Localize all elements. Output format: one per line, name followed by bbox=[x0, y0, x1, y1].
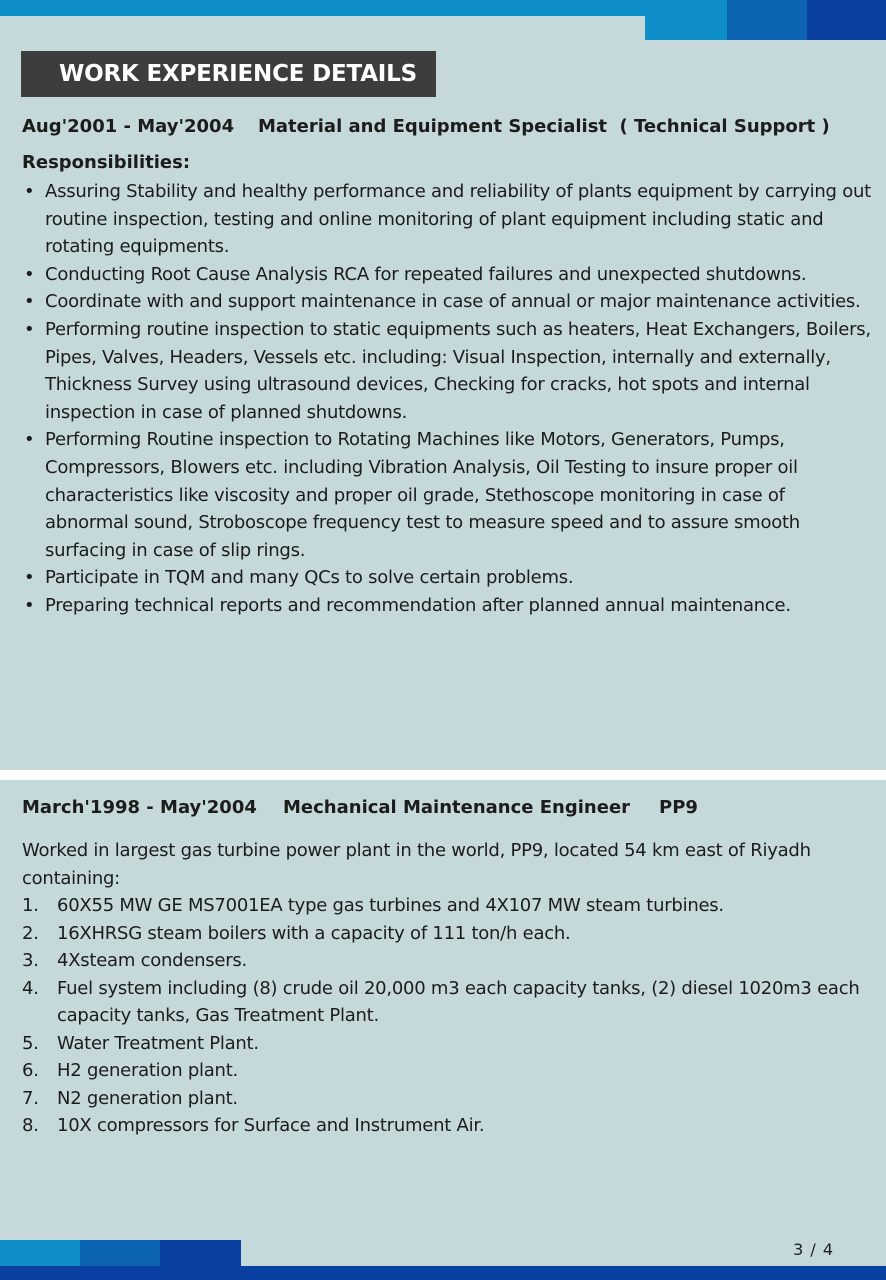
top-accent-block-medium bbox=[727, 0, 807, 40]
top-accent-block-light bbox=[645, 0, 727, 40]
job2-heading bbox=[22, 795, 698, 821]
job2-dates: March'1998 - May'2004 bbox=[22, 797, 257, 818]
list-item: • Participate in TQM and many QCs to solve certain problems. bbox=[22, 564, 872, 592]
list-item bbox=[22, 1030, 872, 1058]
list-text: Water Treatment Plant. bbox=[57, 1032, 259, 1054]
responsibilities-list bbox=[22, 178, 872, 620]
list-number: 7. bbox=[22, 1087, 39, 1109]
list-item: • Preparing technical reports and recommendation after planned annual maintenance. bbox=[22, 592, 872, 620]
page-number: 3 / 4 bbox=[793, 1240, 834, 1259]
list-item bbox=[22, 975, 872, 1030]
top-decorative-bar bbox=[0, 0, 886, 40]
job2-intro: Worked in largest gas turbine power plant in the world, PP9, located 54 km east of Riyadh containing: bbox=[22, 840, 811, 889]
list-text: 60X55 MW GE MS7001EA type gas turbines and 4X107 MW steam turbines. bbox=[57, 895, 724, 916]
list-item bbox=[22, 1057, 872, 1085]
list-item: • Assuring Stability and healthy performance and reliability of plants equipment by carrying out routine inspection, testing and online monitoring of plant equipment including static and rotating equipments. bbox=[22, 178, 872, 261]
job1-dates: Aug'2001 - May'2004 bbox=[22, 116, 235, 137]
list-text: H2 generation plant. bbox=[57, 1060, 238, 1081]
list-number: 3. bbox=[22, 950, 39, 971]
list-number: 6. bbox=[22, 1060, 39, 1081]
job2-title: Mechanical Maintenance Engineer bbox=[283, 797, 631, 818]
list-item: • Conducting Root Cause Analysis RCA for repeated failures and unexpected shutdowns. bbox=[22, 261, 872, 289]
job1-title: Material and Equipment Specialist ( Technical Support ) bbox=[258, 116, 830, 137]
list-text: N2 generation plant. bbox=[57, 1087, 238, 1109]
responsibilities-label: Responsibilities: bbox=[22, 152, 191, 173]
list-text: Fuel system including (8) crude oil 20,000 m3 each capacity tanks, (2) diesel 1020m3 each capacity tanks, Gas Treatment Plant. bbox=[57, 977, 860, 1026]
list-item: • Performing Routine inspection to Rotating Machines like Motors, Generators, Pumps, Compressors, Blowers etc. including Vibration Analysis, Oil Testing to insure proper oil characteristics like viscosity and proper oil grade, Stethoscope monitoring in case of abnormal sound, Stroboscope frequency test to measure speed and to assure smooth surfacing in case of slip rings. bbox=[22, 426, 872, 564]
list-item bbox=[22, 892, 872, 920]
list-item bbox=[22, 947, 872, 975]
bottom-accent-line bbox=[0, 1266, 886, 1280]
section-header: WORK EXPERIENCE DETAILS bbox=[21, 51, 436, 97]
plant-components-list bbox=[22, 892, 872, 1140]
top-accent-block-dark bbox=[807, 0, 886, 40]
list-item: • Performing routine inspection to static equipments such as heaters, Heat Exchangers, Boilers, Pipes, Valves, Headers, Vessels etc. including: Visual Inspection, internally and externally, Thickness Survey using ultrasound devices, Checking for cracks, hot spots and internal inspection in case of planned shutdowns. bbox=[22, 316, 872, 426]
list-text: 16XHRSG steam boilers with a capacity of 111 ton/h each. bbox=[57, 922, 571, 944]
list-number: 1. bbox=[22, 895, 39, 916]
job2-site: PP9 bbox=[659, 797, 698, 818]
bottom-decorative-bar bbox=[0, 1240, 886, 1280]
list-number: 2. bbox=[22, 922, 39, 944]
list-item bbox=[22, 920, 872, 948]
list-number: 4. bbox=[22, 977, 39, 999]
list-text: 10X compressors for Surface and Instrument Air. bbox=[57, 1115, 485, 1136]
list-item: • Coordinate with and support maintenance in case of annual or major maintenance activities. bbox=[22, 288, 872, 316]
list-text: 4Xsteam condensers. bbox=[57, 950, 248, 971]
list-item bbox=[22, 1112, 872, 1140]
list-number: 8. bbox=[22, 1115, 39, 1136]
list-number: 5. bbox=[22, 1032, 39, 1054]
list-item bbox=[22, 1085, 872, 1113]
job1-heading bbox=[22, 114, 830, 140]
